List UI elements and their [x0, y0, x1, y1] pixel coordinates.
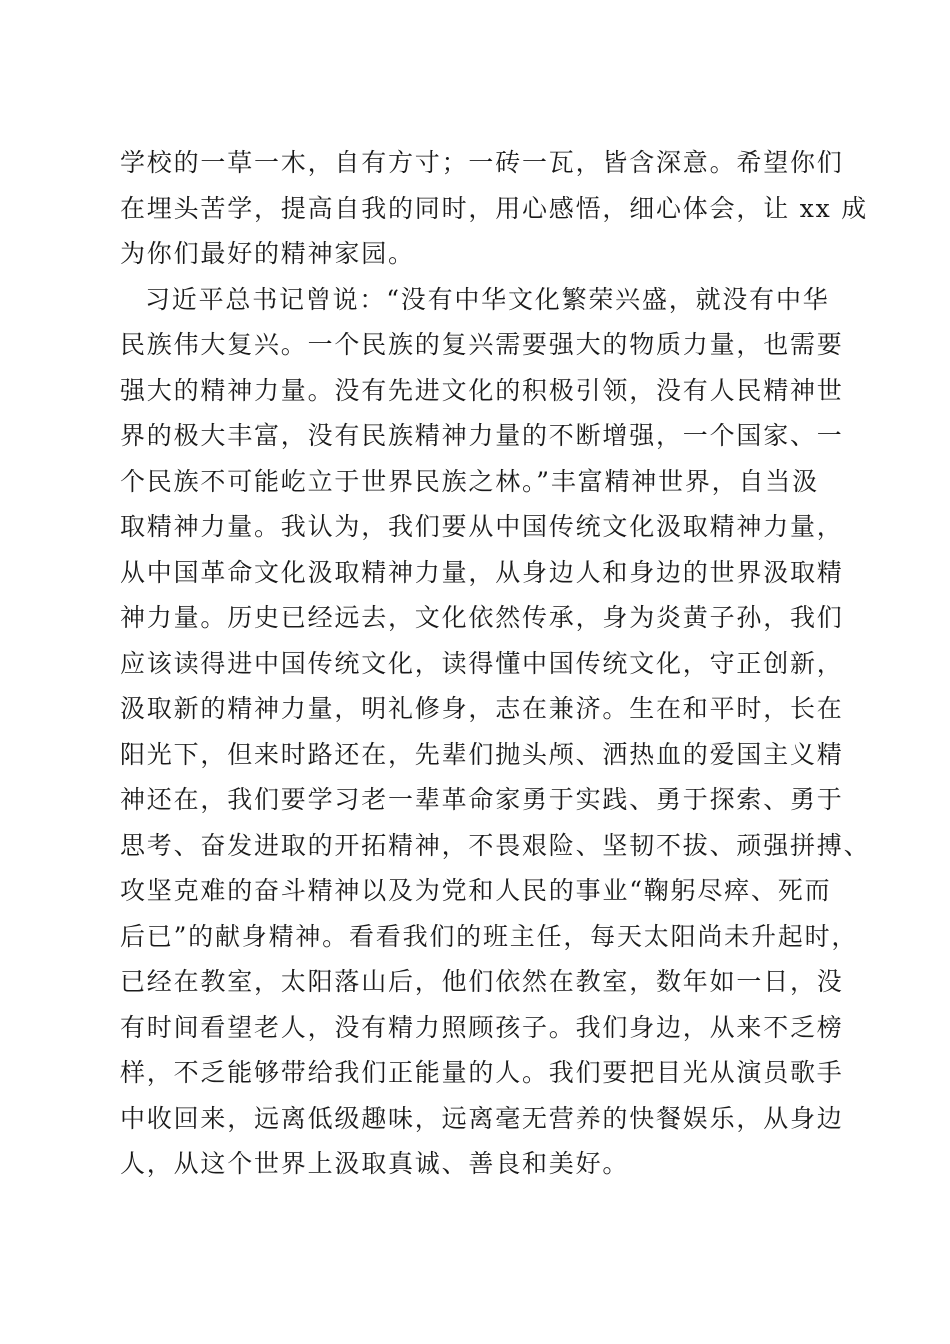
text-line-5: 民族伟大复兴。一个民族的复兴需要强大的物质力量，也需要 — [120, 330, 844, 359]
text-line-22: 中收回来，远离低级趣味，远离毫无营养的快餐娱乐，从身边 — [120, 1103, 844, 1133]
paragraph-2-first-line: 习近平总书记曾说：“没有中华文化繁荣兴盛，就没有中华 — [145, 284, 830, 314]
text-line-15: 神还在，我们要学习老一辈革命家勇于实践、勇于探索、勇于 — [120, 785, 844, 814]
text-line-7: 界的极大丰富，没有民族精神力量的不断增强，一个国家、一 — [120, 421, 844, 450]
text-line-8: 个民族不可能屹立于世界民族之林。”丰富精神世界，自当汲 — [120, 466, 819, 496]
text-line-17: 攻坚克难的奋斗精神以及为党和人民的事业“鞠躬尽瘁、死而 — [120, 876, 832, 905]
text-line-13: 汲取新的精神力量，明礼修身，志在兼济。生在和平时，长在 — [120, 694, 844, 723]
text-line-6: 强大的精神力量。没有先进文化的积极引领，没有人民精神世 — [120, 375, 844, 405]
text-line-3: 为你们最好的精神家园。 — [120, 239, 415, 268]
text-line-1: 学校的一草一木，自有方寸；一砖一瓦，皆含深意。希望你们 — [120, 148, 844, 177]
text-line-16: 思考、奋发进取的开拓精神，不畏艰险、坚韧不拔、顽强拼搏、 — [120, 830, 871, 860]
text-line-14: 阳光下，但来时路还在，先辈们抛头颅、洒热血的爱国主义精 — [120, 739, 844, 769]
text-line-19: 已经在教室，太阳落山后，他们依然在教室，数年如一日，没 — [120, 967, 844, 996]
text-line-21: 样，不乏能够带给我们正能量的人。我们要把目光从演员歌手 — [120, 1058, 844, 1087]
text-line-23: 人，从这个世界上汲取真诚、善良和美好。 — [120, 1149, 630, 1178]
text-line-2: 在埋头苦学，提高自我的同时，用心感悟，细心体会，让 xx 成 — [120, 193, 869, 223]
text-line-18: 后已”的献身精神。看看我们的班主任，每天太阳尚未升起时， — [120, 921, 859, 951]
text-line-9: 取精神力量。我认为，我们要从中国传统文化汲取精神力量， — [120, 512, 844, 541]
text-line-10: 从中国革命文化汲取精神力量，从身边人和身边的世界汲取精 — [120, 557, 844, 587]
text-line-11: 神力量。历史已经远去，文化依然传承，身为炎黄子孙，我们 — [120, 603, 844, 632]
text-line-20: 有时间看望老人，没有精力照顾孩子。我们身边，从来不乏榜 — [120, 1012, 844, 1042]
body-text — [120, 140, 871, 1187]
text-line-12: 应该读得进中国传统文化，读得懂中国传统文化，守正创新， — [120, 648, 844, 678]
